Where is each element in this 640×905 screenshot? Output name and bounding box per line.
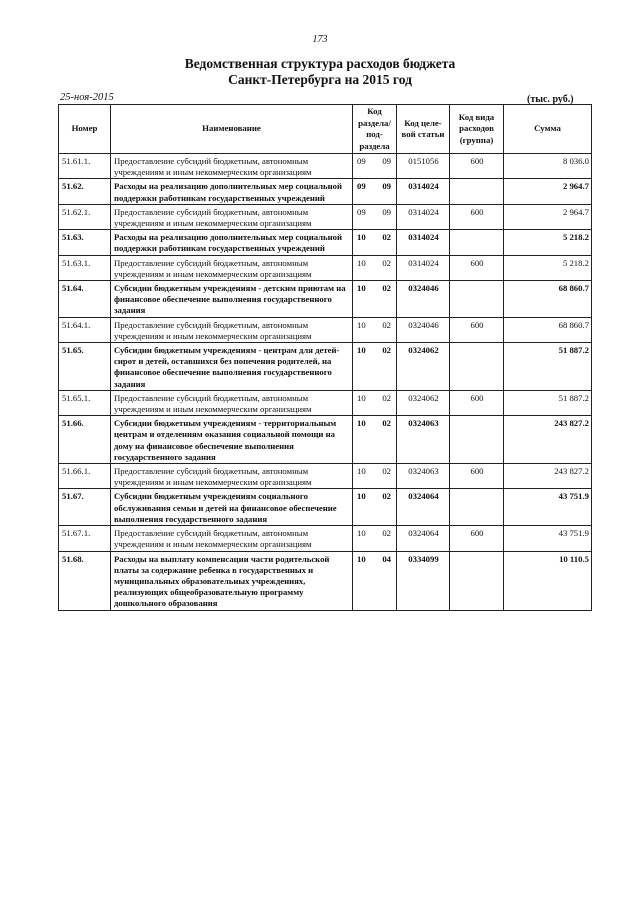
row-name: Субсидии бюджетным учреждениям - центрам для детей-сирот и детей, оставшихся без попечения родителей, на финансовое обеспечение выполнения государственного задания [111, 343, 353, 391]
document-date: 25-ноя-2015 [60, 92, 114, 103]
title-line-1: Ведомственная структура расходов бюджета [184, 56, 456, 71]
row-section-cell [353, 390, 397, 415]
row-section: 10 [357, 232, 366, 243]
row-name: Предоставление субсидий бюджетным, автономным учреждениям и иным некоммерческим организациям [111, 204, 353, 229]
row-target: 0324062 [397, 343, 450, 391]
row-number: 51.63. [59, 230, 111, 255]
row-sum: 68 860.7 [504, 317, 592, 342]
units-label: (тыс. руб.) [527, 94, 574, 105]
row-target: 0324062 [397, 390, 450, 415]
row-section: 10 [357, 283, 366, 294]
row-kind: 600 [450, 526, 504, 551]
row-target: 0324064 [397, 489, 450, 526]
row-target: 0314024 [397, 230, 450, 255]
row-section-cell [353, 464, 397, 489]
row-section-cell [353, 526, 397, 551]
row-subsection: 02 [382, 392, 391, 403]
table-row [59, 281, 592, 318]
row-kind [450, 179, 504, 204]
row-number: 51.65.1. [59, 390, 111, 415]
row-kind [450, 551, 504, 610]
row-name: Предоставление субсидий бюджетным, автономным учреждениям и иным некоммерческим организациям [111, 526, 353, 551]
row-section: 09 [357, 156, 366, 166]
row-section-cell [353, 255, 397, 280]
row-name: Предоставление субсидий бюджетным, автономным учреждениям и иным некоммерческим организациям [111, 154, 353, 179]
row-target: 0314024 [397, 179, 450, 204]
table-row [59, 154, 592, 179]
row-subsection: 02 [382, 491, 391, 502]
row-section: 10 [357, 528, 366, 539]
row-number: 51.62. [59, 179, 111, 204]
row-section: 10 [357, 345, 366, 356]
row-sum: 2 964.7 [504, 204, 592, 229]
table-row [59, 179, 592, 204]
row-section: 10 [357, 392, 366, 403]
row-sum: 5 218.2 [504, 230, 592, 255]
row-subsection: 02 [382, 528, 391, 539]
header-section: Код раздела/ под-раздела [353, 105, 397, 154]
row-name: Предоставление субсидий бюджетным, автономным учреждениям и иным некоммерческим организациям [111, 255, 353, 280]
row-sum: 8 036.0 [504, 154, 592, 179]
row-section: 10 [357, 553, 366, 564]
row-number: 51.67. [59, 489, 111, 526]
row-section-cell [353, 154, 397, 179]
row-section-cell [353, 281, 397, 318]
row-section: 10 [357, 319, 366, 330]
table-row [59, 416, 592, 464]
row-subsection: 09 [382, 156, 391, 166]
table-row [59, 343, 592, 391]
row-section: 10 [357, 257, 366, 268]
row-kind: 600 [450, 204, 504, 229]
row-subsection: 02 [382, 319, 391, 330]
row-section: 09 [357, 206, 366, 217]
row-name: Предоставление субсидий бюджетным, автономным учреждениям и иным некоммерческим организациям [111, 317, 353, 342]
row-section-cell [353, 343, 397, 391]
row-name: Расходы на реализацию дополнительных мер социальной поддержки работникам государственных учреждений [111, 230, 353, 255]
row-name: Предоставление субсидий бюджетным, автономным учреждениям и иным некоммерческим организациям [111, 390, 353, 415]
row-number: 51.66. [59, 416, 111, 464]
row-name: Предоставление субсидий бюджетным, автономным учреждениям и иным некоммерческим организациям [111, 464, 353, 489]
budget-table [58, 104, 592, 611]
table-row [59, 204, 592, 229]
row-name: Расходы на реализацию дополнительных мер социальной поддержки работникам государственных учреждений [111, 179, 353, 204]
row-name: Субсидии бюджетным учреждениям социального обслуживания семьи и детей на финансовое обеспечение выполнения государственного задания [111, 489, 353, 526]
row-kind [450, 281, 504, 318]
row-sum: 2 964.7 [504, 179, 592, 204]
row-sum: 51 887.2 [504, 343, 592, 391]
row-sum: 68 860.7 [504, 281, 592, 318]
row-section-cell [353, 204, 397, 229]
row-section: 10 [357, 418, 366, 429]
row-sum: 43 751.9 [504, 526, 592, 551]
row-number: 51.61.1. [59, 154, 111, 179]
row-sum: 5 218.2 [504, 255, 592, 280]
table-row [59, 526, 592, 551]
row-subsection: 09 [382, 206, 391, 217]
header-name: Наименование [111, 105, 353, 154]
row-subsection: 02 [382, 232, 391, 243]
row-kind [450, 489, 504, 526]
row-name: Субсидии бюджетным учреждениям - территориальным центрам и отделениям оказания социальной помощи на дому на финансовое обеспечение выполнения государственного задания [111, 416, 353, 464]
row-number: 51.62.1. [59, 204, 111, 229]
row-number: 51.67.1. [59, 526, 111, 551]
header-sum: Сумма [504, 105, 592, 154]
row-kind: 600 [450, 154, 504, 179]
row-subsection: 02 [382, 418, 391, 429]
row-section-cell [353, 317, 397, 342]
row-subsection: 02 [382, 257, 391, 268]
row-section-cell [353, 416, 397, 464]
row-target: 0324046 [397, 281, 450, 318]
row-name: Расходы на выплату компенсации части родительской платы за содержание ребенка в государственных и муниципальных образовательных учреждениях, реализующих общеобразовательную программу дошкольного образования [111, 551, 353, 610]
table-row [59, 230, 592, 255]
row-kind [450, 416, 504, 464]
table-row [59, 317, 592, 342]
row-subsection: 02 [382, 345, 391, 356]
row-target: 0151056 [397, 154, 450, 179]
table-row [59, 551, 592, 610]
row-sum: 10 110.5 [504, 551, 592, 610]
row-kind: 600 [450, 390, 504, 415]
row-target: 0334099 [397, 551, 450, 610]
row-kind [450, 230, 504, 255]
row-section-cell [353, 179, 397, 204]
row-kind [450, 343, 504, 391]
row-target: 0324046 [397, 317, 450, 342]
table-row [59, 489, 592, 526]
row-target: 0324063 [397, 464, 450, 489]
row-section: 10 [357, 491, 366, 502]
header-kind: Код вида расходов (группа) [450, 105, 504, 154]
row-section: 09 [357, 181, 366, 192]
row-number: 51.64. [59, 281, 111, 318]
row-kind: 600 [450, 464, 504, 489]
row-name: Субсидии бюджетным учреждениям - детским приютам на финансовое обеспечение выполнения государственного задания [111, 281, 353, 318]
row-number: 51.63.1. [59, 255, 111, 280]
row-subsection: 04 [382, 553, 391, 564]
table-row [59, 464, 592, 489]
row-sum: 243 827.2 [504, 416, 592, 464]
row-subsection: 09 [382, 181, 391, 192]
row-kind: 600 [450, 317, 504, 342]
row-number: 51.66.1. [59, 464, 111, 489]
row-section-cell [353, 489, 397, 526]
row-number: 51.65. [59, 343, 111, 391]
title-line-2: Санкт-Петербурга на 2015 год [228, 72, 412, 87]
header-nomer: Номер [59, 105, 111, 154]
row-subsection: 02 [382, 466, 391, 477]
row-section: 10 [357, 466, 366, 477]
document-title [0, 56, 640, 88]
header-target: Код целе-вой статьи [397, 105, 450, 154]
table-row [59, 255, 592, 280]
row-sum: 51 887.2 [504, 390, 592, 415]
row-sum: 243 827.2 [504, 464, 592, 489]
row-number: 51.64.1. [59, 317, 111, 342]
row-target: 0324063 [397, 416, 450, 464]
page-number: 173 [312, 34, 328, 45]
table-row [59, 390, 592, 415]
row-subsection: 02 [382, 283, 391, 294]
row-kind: 600 [450, 255, 504, 280]
row-target: 0314024 [397, 204, 450, 229]
row-sum: 43 751.9 [504, 489, 592, 526]
row-section-cell [353, 551, 397, 610]
table-header-row [59, 105, 592, 154]
row-number: 51.68. [59, 551, 111, 610]
row-target: 0324064 [397, 526, 450, 551]
row-target: 0314024 [397, 255, 450, 280]
row-section-cell [353, 230, 397, 255]
